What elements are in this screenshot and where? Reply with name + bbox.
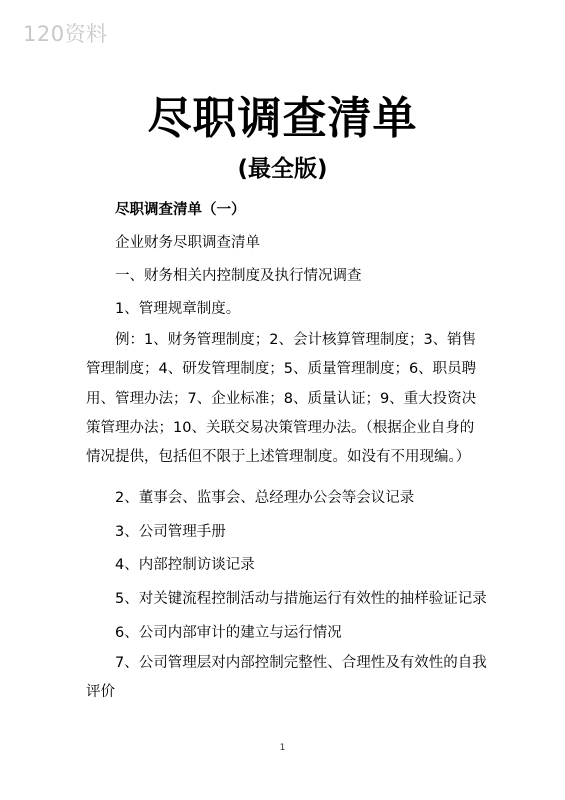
body-line-item-5: 5、对关键流程控制活动与措施运行有效性的抽样验证记录 (115, 591, 487, 607)
paragraph-line: 评价 (86, 684, 115, 701)
watermark-text: 120资料 (23, 22, 108, 46)
paragraph-line: 情况提供，包括但不限于上述管理制度。如没有不用现编。） (86, 449, 471, 466)
paragraph-line: 管理制度；4、研发管理制度；5、质量管理制度；6、职员聘 (86, 361, 477, 378)
section-heading: 尽职调查清单（一） (115, 202, 246, 218)
body-line-finance-checklist: 企业财务尽职调查清单 (115, 235, 260, 251)
page-number: 1 (279, 743, 286, 753)
body-line-item-6: 6、公司内部审计的建立与运行情况 (115, 625, 342, 641)
body-line-section-one: 一、财务相关内控制度及执行情况调查 (115, 268, 362, 284)
body-line-item-1: 1、管理规章制度。 (115, 301, 241, 317)
body-line-item-3: 3、公司管理手册 (115, 524, 226, 540)
paragraph-line: 策管理办法；10、关联交易决策管理办法。（根据企业自身的 (86, 419, 475, 436)
document-title: 尽职调查清单 (147, 93, 418, 144)
paragraph-line: 7、公司管理层对内部控制完整性、合理性及有效性的自我 (115, 655, 487, 671)
body-line-item-2: 2、董事会、监事会、总经理办公会等会议记录 (115, 490, 415, 506)
paragraph-line: 例：1、财务管理制度；2、会计核算管理制度；3、销售 (115, 332, 477, 348)
paragraph-line: 用、管理办法；7、企业标准；8、质量认证；9、重大投资决 (86, 390, 477, 407)
example-paragraph (86, 326, 481, 472)
body-line-item-4: 4、内部控制访谈记录 (115, 557, 255, 573)
document-subtitle: (最全版) (237, 156, 328, 182)
self-evaluation-paragraph (86, 649, 487, 708)
